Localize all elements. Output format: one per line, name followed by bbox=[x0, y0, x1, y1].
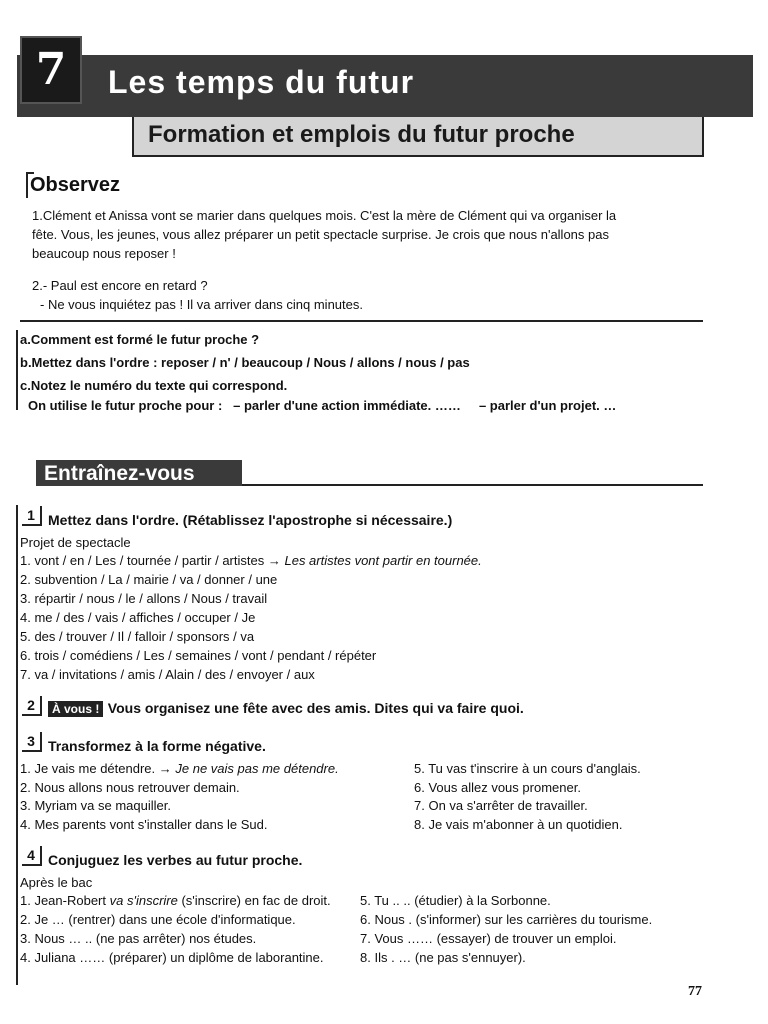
exercise-item: 7. va / invitations / amis / Alain / des / envoyer / aux bbox=[20, 667, 315, 682]
exercise-item: 2. Nous allons nous retrouver demain. bbox=[20, 780, 240, 795]
a-vous-badge: À vous ! bbox=[48, 701, 103, 717]
observez-text-1c: beaucoup nous reposer ! bbox=[32, 246, 176, 261]
exercise-heading: Transformez à la forme négative. bbox=[48, 738, 266, 754]
page-number: 77 bbox=[688, 984, 702, 999]
exercise-item: 5. des / trouver / Il / falloir / sponsors / va bbox=[20, 629, 255, 644]
question-a: a.Comment est formé le futur proche ? bbox=[20, 332, 260, 347]
exercise-item: 4. Juliana …… (préparer) un diplôme de laborantine. bbox=[20, 950, 324, 965]
section-subtitle: Formation et emplois du futur proche bbox=[148, 121, 575, 148]
item-example-answer: Je ne vais pas me détendre. bbox=[175, 761, 339, 776]
exercise-item: 8. Je vais m'abonner à un quotidien. bbox=[414, 817, 623, 832]
chapter-title: Les temps du futur bbox=[108, 64, 415, 100]
exercise-2-line bbox=[48, 700, 524, 718]
exercise-item: 4. me / des / vais / affiches / occuper / Je bbox=[20, 610, 256, 625]
exercise-subheading: Après le bac bbox=[20, 875, 93, 890]
observez-text-1b: fête. Vous, les jeunes, vous allez préparer un petit spectacle surprise. Je crois que nous n'allons pas bbox=[32, 227, 609, 242]
item-prompt: 1. Jean-Robert bbox=[20, 893, 106, 908]
exercise-item bbox=[20, 760, 339, 778]
exercise-item: 2. Je … (rentrer) dans une école d'informatique. bbox=[20, 912, 296, 927]
exercise-item: 6. trois / comédiens / Les / semaines / vont / pendant / répéter bbox=[20, 648, 377, 663]
section-divider bbox=[242, 484, 703, 486]
divider bbox=[20, 320, 703, 322]
observez-text-2a: 2.- Paul est encore en retard ? bbox=[32, 278, 208, 293]
exercise-heading: Conjuguez les verbes au futur proche. bbox=[48, 852, 303, 868]
exercise-item: 3. Myriam va se maquiller. bbox=[20, 798, 171, 813]
exercise-item: 7. Vous …… (essayer) de trouver un emploi. bbox=[360, 931, 617, 946]
item-example-answer: va s'inscrire bbox=[109, 893, 178, 908]
chapter-number: 7 bbox=[20, 36, 82, 104]
exercise-item: 3. Nous … .. (ne pas arrêter) nos études. bbox=[20, 931, 257, 946]
section-heading: Entraînez-vous bbox=[44, 462, 195, 485]
exercise-item: 6. Vous allez vous promener. bbox=[414, 780, 581, 795]
exercise-item: 6. Nous . (s'informer) sur les carrières du tourisme. bbox=[360, 912, 653, 927]
exercise-item: 2. subvention / La / mairie / va / donner / une bbox=[20, 572, 278, 587]
observez-text-2b: - Ne vous inquiétez pas ! Il va arriver dans cinq minutes. bbox=[40, 297, 363, 312]
exercise-heading: Vous organisez une fête avec des amis. Dites qui va faire quoi. bbox=[107, 700, 524, 716]
exercise-item bbox=[20, 892, 331, 910]
question-c-options: On utilise le futur proche pour : – parler d'une action immédiate. …… – parler d'un projet. … bbox=[28, 398, 617, 413]
exercise-item: 5. Tu .. .. (étudier) à la Sorbonne. bbox=[360, 893, 551, 908]
question-b: b.Mettez dans l'ordre : reposer / n' / beaucoup / Nous / allons / nous / pas bbox=[20, 355, 470, 370]
item-prompt: 1. Je vais me détendre. → bbox=[20, 761, 172, 776]
question-c: c.Notez le numéro du texte qui correspond. bbox=[20, 378, 288, 393]
exercise-item: 5. Tu vas t'inscrire à un cours d'anglais. bbox=[414, 761, 641, 776]
item-prompt: 1. vont / en / Les / tournée / partir / artistes → bbox=[20, 553, 281, 568]
exercise-number: 4 bbox=[22, 846, 42, 866]
exercise-item: 4. Mes parents vont s'installer dans le Sud. bbox=[20, 817, 268, 832]
exercise-number: 1 bbox=[22, 506, 42, 526]
observez-text-1a: 1.Clément et Anissa vont se marier dans quelques mois. C'est la mère de Clément qui va organiser la bbox=[32, 208, 617, 223]
exercise-number: 3 bbox=[22, 732, 42, 752]
exercise-item: 3. répartir / nous / le / allons / Nous / travail bbox=[20, 591, 268, 606]
exercise-item bbox=[20, 552, 482, 570]
exercise-item: 8. Ils . … (ne pas s'ennuyer). bbox=[360, 950, 526, 965]
observez-heading: Observez bbox=[30, 174, 121, 196]
exercise-number: 2 bbox=[22, 696, 42, 716]
item-example-answer: Les artistes vont partir en tournée. bbox=[284, 553, 482, 568]
item-prompt-suffix: (s'inscrire) en fac de droit. bbox=[181, 893, 331, 908]
exercise-subheading: Projet de spectacle bbox=[20, 535, 131, 550]
margin-rule bbox=[16, 505, 18, 985]
exercise-heading: Mettez dans l'ordre. (Rétablissez l'apostrophe si nécessaire.) bbox=[48, 512, 453, 528]
exercise-item: 7. On va s'arrêter de travailler. bbox=[414, 798, 588, 813]
